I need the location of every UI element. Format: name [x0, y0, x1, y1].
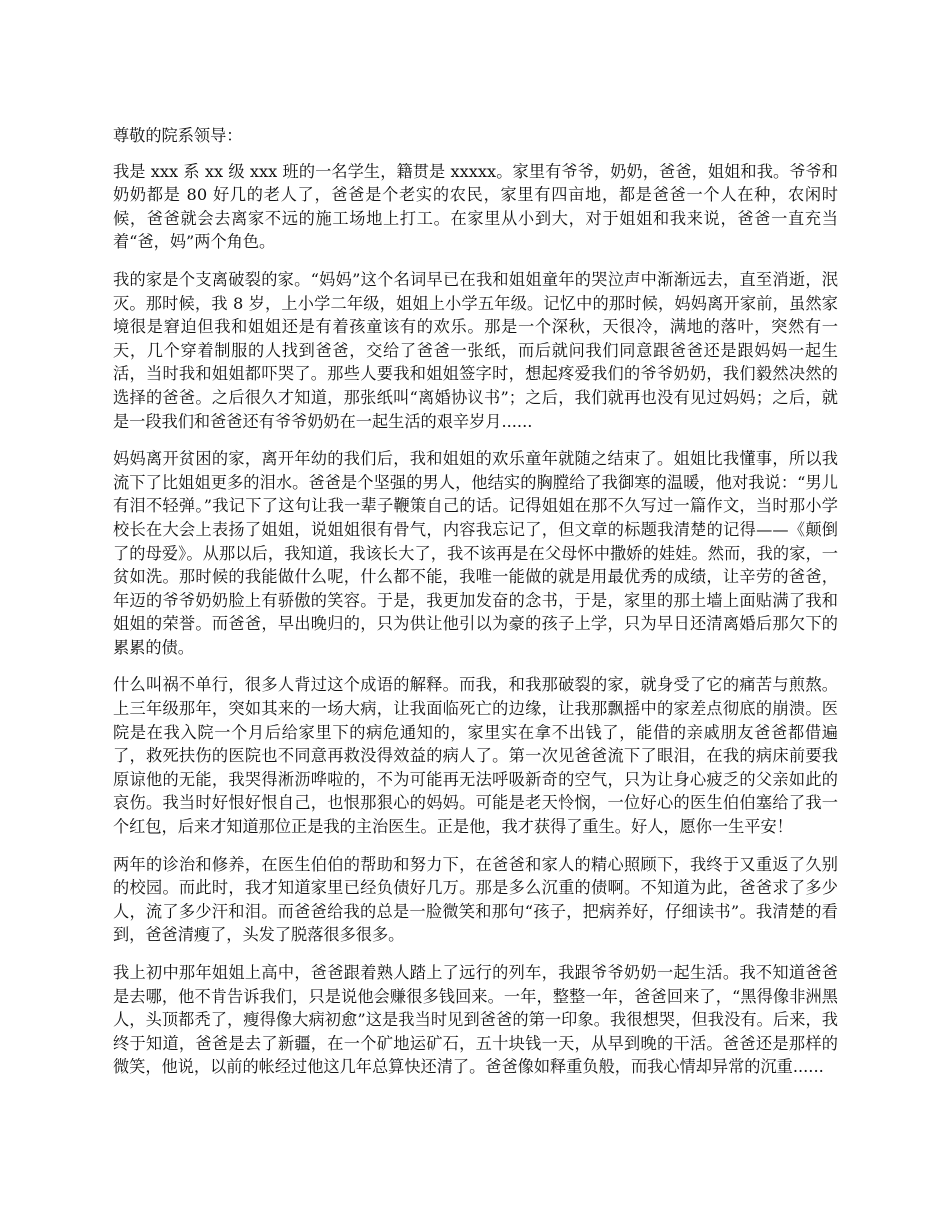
letter-greeting: 尊敬的院系领导：: [113, 126, 243, 145]
paragraph-illness: 什么叫祸不单行，很多人背过这个成语的解释。而我，和我那破裂的家，就身受了它的痛苦与煎熬。上三年级那年，突如其来的一场大病，让我面临死亡的边缘，让我那飘摇中的家差点彻底的崩溃。医院是在我入院一个月后给家里下的病危通知的，家里实在拿不出钱了，能借的亲戚朋友爸爸都借遍了，救死扶伤的医院也不同意再救没得效益的病人了。第一次见爸爸流下了眼泪，在我的病床前要我原谅他的无能，我哭得淅沥哗啦的，不为可能再无法呼吸新奇的空气，只为让身心疲乏的父亲如此的哀伤。我当时好恨好恨自己，也恨那狠心的妈妈。可能是老天怜悯，一位好心的医生伯伯塞给了我一个红包，后来才知道那位正是我的主治医生。正是他，我才获得了重生。好人，愿你一生平安！: [113, 675, 838, 837]
paragraph-recovery-debt: 两年的诊治和修养，在医生伯伯的帮助和努力下，在爸爸和家人的精心照顾下，我终于又重返了久别的校园。而此时，我才知道家里已经负债好几万。那是多么沉重的债啊。不知道为此，爸爸求了多少人，流了多少汗和泪。而爸爸给我的总是一脸微笑和那句“孩子，把病养好，仔细读书”。我清楚的看到，爸爸清瘦了，头发了脱落很多很多。: [113, 854, 838, 945]
letter-body: [113, 124, 838, 1093]
paragraph-father-work: 我上初中那年姐姐上高中，爸爸跟着熟人踏上了远行的列车，我跟爷爷奶奶一起生活。我不知道爸爸是去哪，他不肯告诉我们，只是说他会赚很多钱回来。一年，整整一年，爸爸回来了，“黑得像非洲黑人，头顶都秃了，瘦得像大病初愈”这是我当时见到爸爸的第一印象。我很想哭，但我没有。后来，我终于知道，爸爸是去了新疆，在一个矿地运矿石，五十块钱一天，从早到晚的干活。爸爸还是那样的微笑，他说，以前的帐经过他这几年总算快还清了。爸爸像如释重负般，而我心情却异常的沉重......: [113, 963, 838, 1077]
paragraph-broken-family: 我的家是个支离破裂的家。“妈妈”这个名词早已在我和姐姐童年的哭泣声中渐渐远去，直至消逝，泯灭。那时候，我 8 岁，上小学二年级，姐姐上小学五年级。记忆中的那时候，妈妈离开家前，虽然家境很是窘迫但我和姐姐还是有着孩童该有的欢乐。那是一个深秋，天很冷，满地的落叶，突然有一天，几个穿着制服的人找到爸爸，交给了爸爸一张纸，而后就问我们同意跟爸爸还是跟妈妈一起生活，当时我和姐姐都吓哭了。那些人要我和姐姐签字时，想起疼爱我们的爷爷奶奶，我们毅然决然的选择的爸爸。之后很久才知道，那张纸叫“离婚协议书”；之后，我们就再也没有见过妈妈；之后，就是一段我们和爸爸还有爷爷奶奶在一起生活的艰辛岁月......: [113, 269, 838, 431]
paragraph-childhood-ends: 妈妈离开贫困的家，离开年幼的我们后，我和姐姐的欢乐童年就随之结束了。姐姐比我懂事，所以我流下了比姐姐更多的泪水。爸爸是个坚强的男人，他结实的胸膛给了我御寒的温暖，他对我说：“男儿有泪不轻弹。”我记下了这句让我一辈子鞭策自己的话。记得姐姐在那不久写过一篇作文，当时那小学校长在大会上表扬了姐姐，说姐姐很有骨气，内容我忘记了，但文章的标题我清楚的记得——《颠倒了的母爱》。从那以后，我知道，我该长大了，我不该再是在父母怀中撒娇的娃娃。然而，我的家，一贫如洗。那时候的我能做什么呢，什么都不能，我唯一能做的就是用最优秀的成绩，让辛劳的爸爸，年迈的爷爷奶奶脸上有骄傲的笑容。于是，我更加发奋的念书，于是，家里的那土墙上面贴满了我和姐姐的荣誉。而爸爸，早出晚归的，只为供让他引以为豪的孩子上学，只为早日还清离婚后那欠下的累累的债。: [113, 449, 838, 657]
paragraph-family-background: 我是 xxx 系 xx 级 xxx 班的一名学生，籍贯是 xxxxx。家里有爷爷，奶奶，爸爸，姐姐和我。爷爷和奶奶都是 80 好几的老人了，爸爸是个老实的农民，家里有四亩地，都是爸爸一个人在种，农闲时候，爸爸就会去离家不远的施工场地上打工。在家里从小到大，对于姐姐和我来说，爸爸一直充当着“爸，妈”两个角色。: [113, 161, 838, 252]
